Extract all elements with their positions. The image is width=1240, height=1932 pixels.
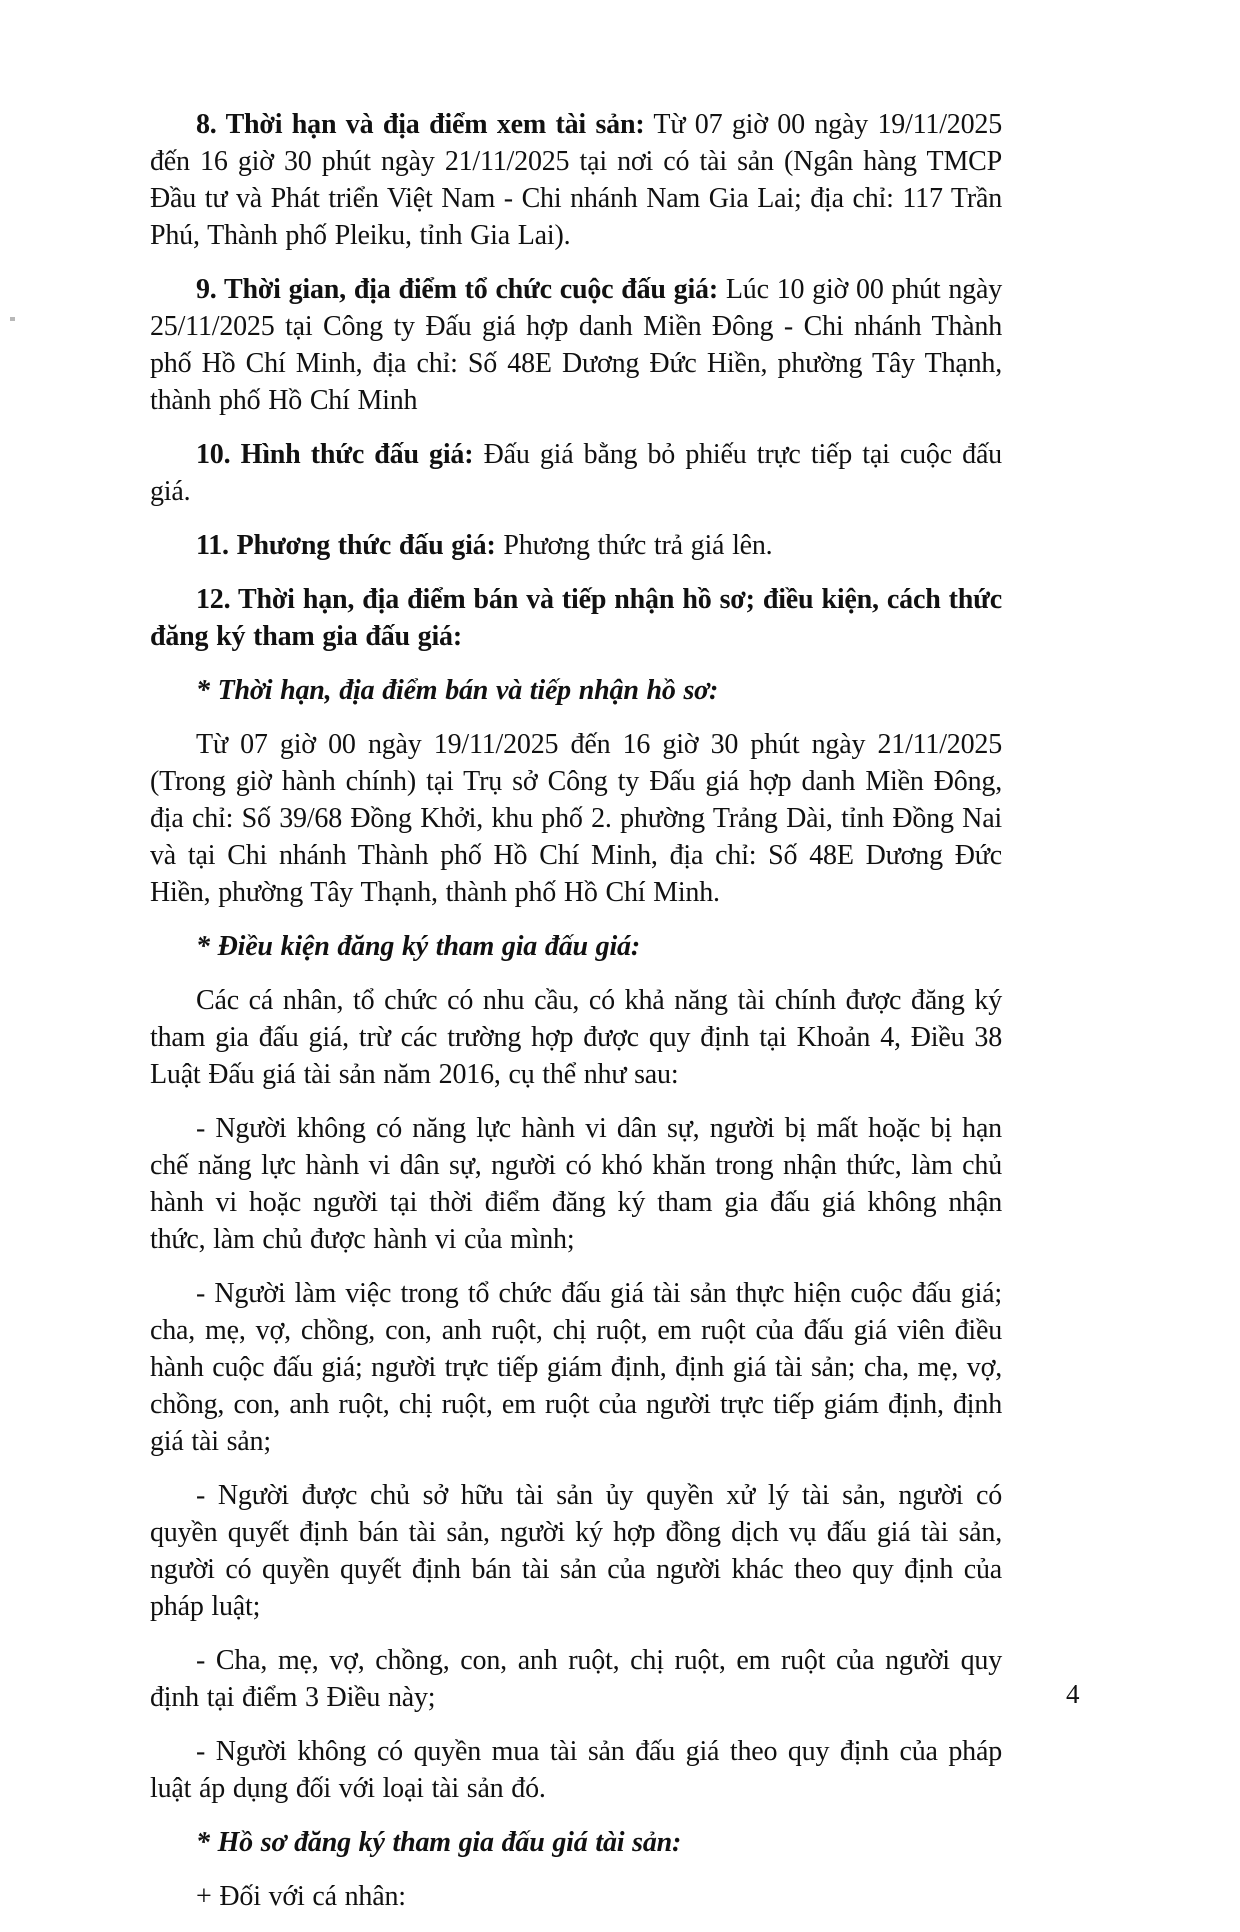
sale-period-paragraph: Từ 07 giờ 00 ngày 19/11/2025 đến 16 giờ 30 phút ngày 21/11/2025 (Trong giờ hành chính) tại Trụ sở Công ty Đấu giá hợp danh Miền Đông, địa chỉ: Số 39/68 Đồng Khởi, khu phố 2. phường Trảng Dài, tỉnh Đồng Nai và tại Chi nhánh Thành phố Hồ Chí Minh, địa chỉ: Số 48E Dương Đức Hiền, phường Tây Thạnh, thành phố Hồ Chí Minh. — [150, 729, 1002, 908]
conditions-intro-paragraph: Các cá nhân, tổ chức có nhu cầu, có khả năng tài chính được đăng ký tham gia đấu giá, trừ các trường hợp được quy định tại Khoản 4, Điều 38 Luật Đấu giá tài sản năm 2016, cụ thể như sau: — [150, 985, 1002, 1090]
condition-item-1: - Người không có năng lực hành vi dân sự, người bị mất hoặc bị hạn chế năng lực hành vi dân sự, người có khó khăn trong nhận thức, làm chủ hành vi hoặc người tại thời điểm đăng ký tham gia đấu giá không nhận thức, làm chủ được hành vi của mình; — [150, 1113, 1002, 1255]
section-11-paragraph — [150, 527, 1002, 564]
section-8-heading: 8. Thời hạn và địa điểm xem tài sản: — [196, 109, 645, 140]
section-8-paragraph — [150, 106, 1002, 254]
section-12-heading: 12. Thời hạn, địa điểm bán và tiếp nhận hồ sơ; điều kiện, cách thức đăng ký tham gia đấu giá: — [150, 584, 1002, 652]
condition-item-5: - Người không có quyền mua tài sản đấu giá theo quy định của pháp luật áp dụng đối với loại tài sản đó. — [150, 1736, 1002, 1804]
section-10-heading: 10. Hình thức đấu giá: — [196, 439, 474, 470]
section-12-paragraph — [150, 581, 1002, 655]
section-9-paragraph — [150, 271, 1002, 419]
condition-item-3: - Người được chủ sở hữu tài sản ủy quyền xử lý tài sản, người có quyền quyết định bán tài sản, người ký hợp đồng dịch vụ đấu giá tài sản, người có quyền quyết định bán tài sản của người khác theo quy định của pháp luật; — [150, 1480, 1002, 1622]
dossier-heading: * Hồ sơ đăng ký tham gia đấu giá tài sản: — [196, 1827, 682, 1858]
page-number: 4 — [1066, 1679, 1080, 1709]
conditions-heading: * Điều kiện đăng ký tham gia đấu giá: — [196, 931, 640, 962]
section-11-heading: 11. Phương thức đấu giá: — [196, 530, 496, 561]
section-10-paragraph — [150, 436, 1002, 510]
document-body — [150, 106, 1002, 1932]
section-9-heading: 9. Thời gian, địa điểm tổ chức cuộc đấu giá: — [196, 274, 718, 305]
scan-artifact-dot — [10, 317, 15, 321]
section-8-text: Từ 07 giờ 00 ngày 19/11/2025 đến 16 giờ 30 phút ngày 21/11/2025 tại nơi có tài sản (Ngân hàng TMCP Đầu tư và Phát triển Việt Nam - Chi nhánh Nam Gia Lai; địa chỉ: 117 Trần Phú, Thành phố Pleiku, tỉnh Gia Lai). — [150, 109, 1002, 251]
section-11-text: Phương thức trả giá lên. — [495, 530, 773, 561]
condition-item-2: - Người làm việc trong tổ chức đấu giá tài sản thực hiện cuộc đấu giá; cha, mẹ, vợ, chồng, con, anh ruột, chị ruột, em ruột của đấu giá viên điều hành cuộc đấu giá; người trực tiếp giám định, định giá tài sản; cha, mẹ, vợ, chồng, con, anh ruột, chị ruột, em ruột của người trực tiếp giám định, định giá tài sản; — [150, 1278, 1002, 1457]
individual-label: + Đối với cá nhân: — [196, 1881, 406, 1912]
sale-period-heading: * Thời hạn, địa điểm bán và tiếp nhận hồ sơ: — [196, 675, 719, 706]
section-10-text: Đấu giá bằng bỏ phiếu trực tiếp tại cuộc đấu giá. — [150, 439, 1002, 507]
section-9-text: Lúc 10 giờ 00 phút ngày 25/11/2025 tại Công ty Đấu giá hợp danh Miền Đông - Chi nhánh Thành phố Hồ Chí Minh, địa chỉ: Số 48E Dương Đức Hiền, phường Tây Thạnh, thành phố Hồ Chí Minh — [150, 274, 1003, 416]
condition-item-4: - Cha, mẹ, vợ, chồng, con, anh ruột, chị ruột, em ruột của người quy định tại điểm 3 Điều này; — [150, 1645, 1002, 1713]
